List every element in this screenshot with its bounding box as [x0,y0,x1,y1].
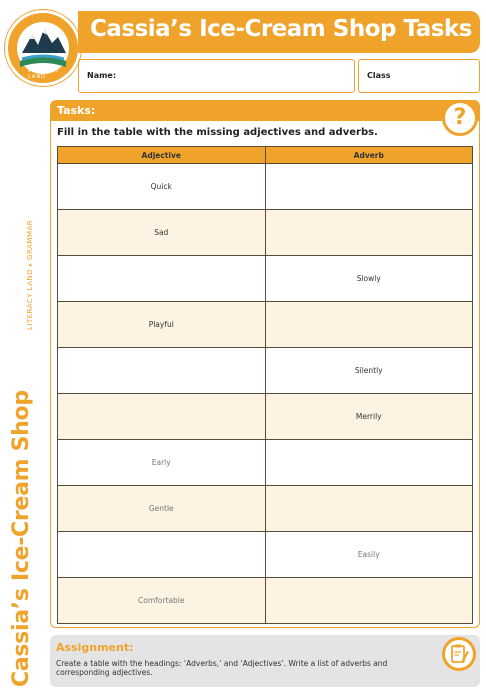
table-row [58,210,473,256]
help-badge [442,100,478,136]
adverb-cell[interactable] [265,210,473,256]
adjective-cell[interactable]: Early [58,440,266,486]
title-bar [78,11,480,53]
column-header-adjective: Adjective [58,147,266,164]
table-row [58,302,473,348]
assignment-badge [442,637,476,671]
adverb-cell[interactable] [265,164,473,210]
adverb-cell[interactable]: Easily [265,532,473,578]
adverb-cell[interactable] [265,440,473,486]
sidebar-title: Cassia’s Ice-Cream Shop [9,390,34,687]
adjective-cell[interactable] [58,256,266,302]
table-row [58,440,473,486]
assignment-title: Assignment: [56,641,134,654]
adverb-cell[interactable] [265,578,473,624]
table-header-row [58,147,473,164]
adverb-cell[interactable] [265,486,473,532]
table-row [58,348,473,394]
sidebar-subtitle-left: LITERACY LAND [26,268,34,330]
table-row [58,164,473,210]
adjective-cell[interactable] [58,348,266,394]
adjective-cell[interactable]: Comfortable [58,578,266,624]
adverb-cell[interactable]: Merrily [265,394,473,440]
name-label: Name: [87,71,117,80]
tasks-label: Tasks: [57,104,96,117]
logo-badge [5,10,81,86]
page-title: Cassia’s Ice-Cream Shop Tasks [90,16,472,42]
adverb-cell[interactable] [265,302,473,348]
adverb-cell[interactable]: Silently [265,348,473,394]
question-mark-icon: ? [453,105,467,130]
assignment-card [50,635,480,687]
name-field[interactable] [78,59,355,93]
adjective-cell[interactable]: Gentle [58,486,266,532]
adjective-cell[interactable] [58,394,266,440]
table-row [58,486,473,532]
tasks-card [50,100,480,628]
clipboard-pencil-icon [448,643,470,665]
logo-band-text: LITERACY LAND [28,68,60,80]
class-label: Class [367,71,391,80]
tasks-header [51,101,479,121]
tasks-instruction: Fill in the table with the missing adjectives and adverbs. [57,127,378,138]
adverb-cell[interactable]: Slowly [265,256,473,302]
adjective-cell[interactable]: Playful [58,302,266,348]
sidebar-subtitle-right: GRAMMAR [26,219,34,260]
arrow-right-icon: ▸ [27,262,34,267]
class-field[interactable] [358,59,480,93]
assignment-text: Create a table with the headings: ‘Adverbs,’ and ‘Adjectives’. Write a list of adverbs and corresponding adjectives. [56,659,388,677]
sidebar-subtitle [26,220,34,330]
table-row [58,578,473,624]
table-row [58,394,473,440]
adjective-cell[interactable]: Sad [58,210,266,256]
table-row [58,532,473,578]
adjective-cell[interactable]: Quick [58,164,266,210]
column-header-adverb: Adverb [265,147,473,164]
table-row [58,256,473,302]
adjective-adverb-table [57,146,473,624]
adjective-cell[interactable] [58,532,266,578]
